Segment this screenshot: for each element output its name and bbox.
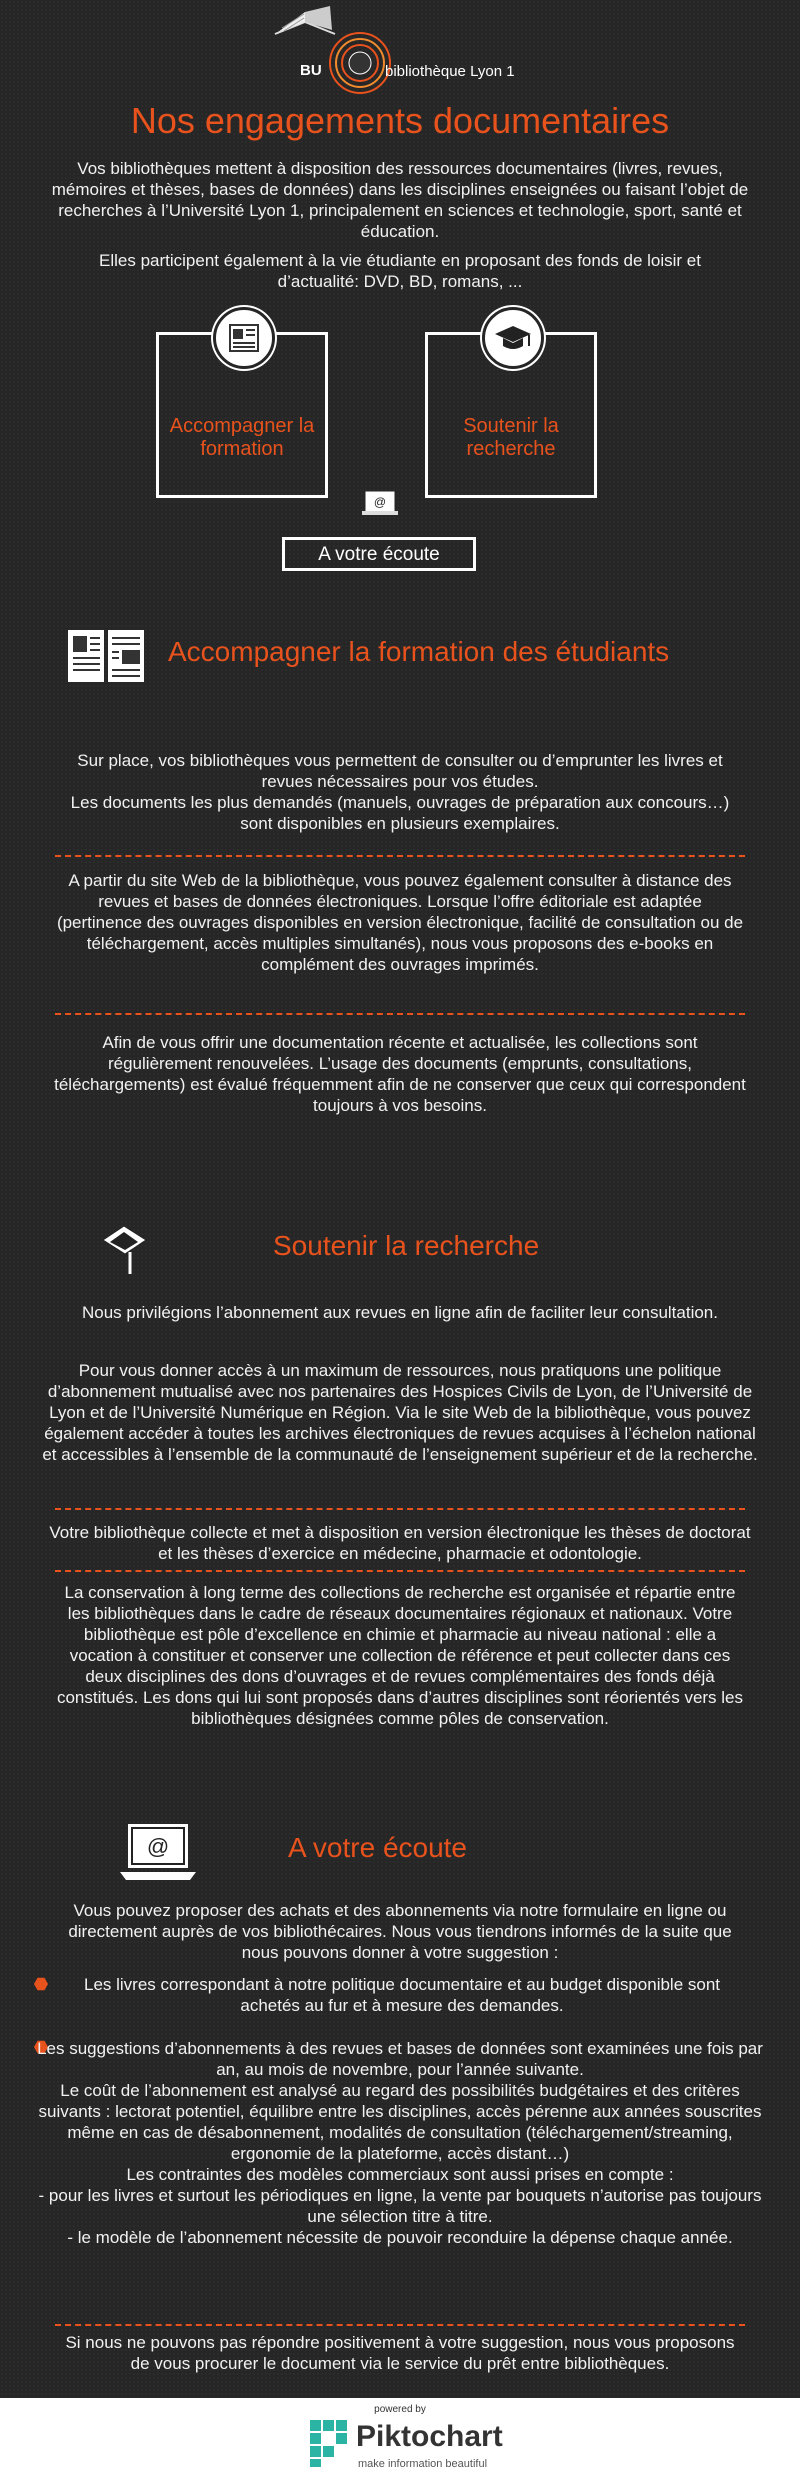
- newspaper-icon: [213, 307, 275, 369]
- section2-paragraph-2: Pour vous donner accès à un maximum de ressources, nous pratiquons une politique d’abonnement mutualisé avec nos partenaires des Hospices Civils de Lyon, de l’Université de Lyon et de l’Université Numérique en Région. Via le site Web de la bibliothèque, vous pouvez également accéder à toutes les archives électroniques de revues acquises à l’échelon national et accessibles à l’ensemble de la communauté de l’enseignement supérieur et de la recherche.: [42, 1361, 758, 1464]
- divider: [55, 2324, 745, 2326]
- section1-paragraph-2: A partir du site Web de la bibliothèque, vous pouvez également consulter à distance des revues et bases de données électroniques. Lorsque l’offre éditoriale est adaptée (pertinence des ouvrages disponibles en version électronique, facilité de consultation ou de téléchargement, accès multiples simultanés), nous vous proposons des e-books en complément des ouvrages imprimés.: [56, 871, 744, 974]
- mortarboard-icon: [100, 1222, 150, 1278]
- section3-title: A votre écoute: [288, 1832, 468, 1863]
- section3-bullet-2: Les suggestions d’abonnements à des revues et bases de données sont examinées une fois par an, au mois de novembre, pour l’année suivante. Le coût de l’abonnement est analysé au regard des possibilités budgétaires et des critères suivants : lectorat potentiel, équilibre entre les disciplines, accès pérenne aux années souscrites même en cas de désabonnement, modalités de consultation (téléchargement/streaming, ergonomie de la plateforme, accès distant…) Les contraintes des modèles commerciaux sont aussi prises en compte : - pour les livres et surtout les périodiques en ligne, la vente par bouquets n’autorise pas toujours une sélection titre à titre. - le modèle de l’abonnement nécessite de pouvoir reconduire la dépense chaque année.: [37, 2039, 763, 2247]
- footer: [0, 2398, 800, 2480]
- section2-paragraph-3: Votre bibliothèque collecte et met à disposition en version électronique les thèses de doctorat et les thèses d’exercice en médecine, pharmacie et odontologie.: [49, 1523, 751, 1563]
- section2-paragraph-4: La conservation à long terme des collections de recherche est organisée et répartie entre les bibliothèques dans le cadre de réseaux documentaires régionaux et nationaux. Votre bibliothèque est pôle d’excellence en chimie et pharmacie au niveau national : elle a vocation à constituer et conserver une collection de référence et peut collecter dans ces deux disciplines des dons d’ouvrages et de revues complémentaires des fonds déjà constitués. Les dons qui lui sont proposés dans d’autres disciplines sont réorientés vers les bibliothèques désignées comme pôles de conservation.: [56, 1583, 744, 1728]
- section2-paragraph-1: Nous privilégions l’abonnement aux revues en ligne afin de faciliter leur consultation.: [82, 1303, 718, 1322]
- page-title: Nos engagements documentaires: [130, 100, 670, 141]
- open-book-icon: [66, 626, 146, 686]
- section1-paragraph-3: Afin de vous offrir une documentation récente et actualisée, les collections sont régulièrement renouvelées. L’usage des documents (emprunts, consultations, téléchargements) est évalué fréquemment afin de ne conserver que ceux qui correspondent toujours à vos besoins.: [54, 1033, 746, 1115]
- section2-title: Soutenir la recherche: [273, 1230, 540, 1261]
- piktochart-logo-icon: [308, 2418, 350, 2468]
- divider: [55, 855, 745, 857]
- laptop-at-sign: @: [373, 495, 387, 509]
- logo-name: bibliothèque Lyon 1: [385, 63, 515, 80]
- intro-paragraph-2: Elles participent également à la vie étudiante en proposant des fonds de loisir et d’actualité: DVD, BD, romans, ...: [99, 251, 701, 291]
- section1-title: Accompagner la formation des étudiants: [168, 636, 670, 667]
- piktochart-tagline: make information beautiful: [358, 2458, 488, 2470]
- intro-paragraph-1: Vos bibliothèques mettent à disposition des ressources documentaires (livres, revues, mémoires et thèses, bases de données) dans les disciplines enseignées ou faisant l’objet de recherches à l’Université Lyon 1, principalement en sciences et technologie, sport, santé et éducation.: [51, 159, 749, 241]
- divider: [55, 1570, 745, 1572]
- laptop-email-icon: [118, 1822, 198, 1884]
- section3-bullet-1: Les livres correspondant à notre politique documentaire et au budget disponible sont achetés au fur et à mesure des demandes.: [83, 1975, 721, 2015]
- bullet-icon: [34, 1977, 48, 1991]
- divider: [55, 1013, 745, 1015]
- section3-paragraph-2: Si nous ne pouvons pas répondre positivement à votre suggestion, nous vous proposons de vous procurer le document via le service du prêt entre bibliothèques.: [65, 2333, 735, 2373]
- graduation-cap-icon: [482, 307, 544, 369]
- powered-by-label: powered by: [374, 2404, 426, 2415]
- logo-bu: BU: [300, 62, 322, 79]
- laptop-icon: [360, 490, 400, 520]
- laptop-email-at-sign: @: [146, 1834, 170, 1859]
- divider: [55, 1508, 745, 1510]
- box-recherche-label: Soutenir la recherche: [463, 415, 559, 460]
- section1-paragraph-1: Sur place, vos bibliothèques vous permettent de consulter ou d’emprunter les livres et revues nécessaires pour vos études. Les documents les plus demandés (manuels, ouvrages de préparation aux concours…) sont disponibles en plusieurs exemplaires.: [70, 751, 730, 833]
- piktochart-brand[interactable]: Piktochart: [356, 2420, 503, 2453]
- listen-button[interactable]: A votre écoute: [282, 537, 476, 571]
- box-formation-label: Accompagner la formation: [169, 415, 315, 460]
- section3-paragraph-1: Vous pouvez proposer des achats et des abonnements via notre formulaire en ligne ou directement auprès de vos bibliothécaires. Nous vous tiendrons informés de la suite que nous pouvons donner à votre suggestion :: [68, 1901, 732, 1962]
